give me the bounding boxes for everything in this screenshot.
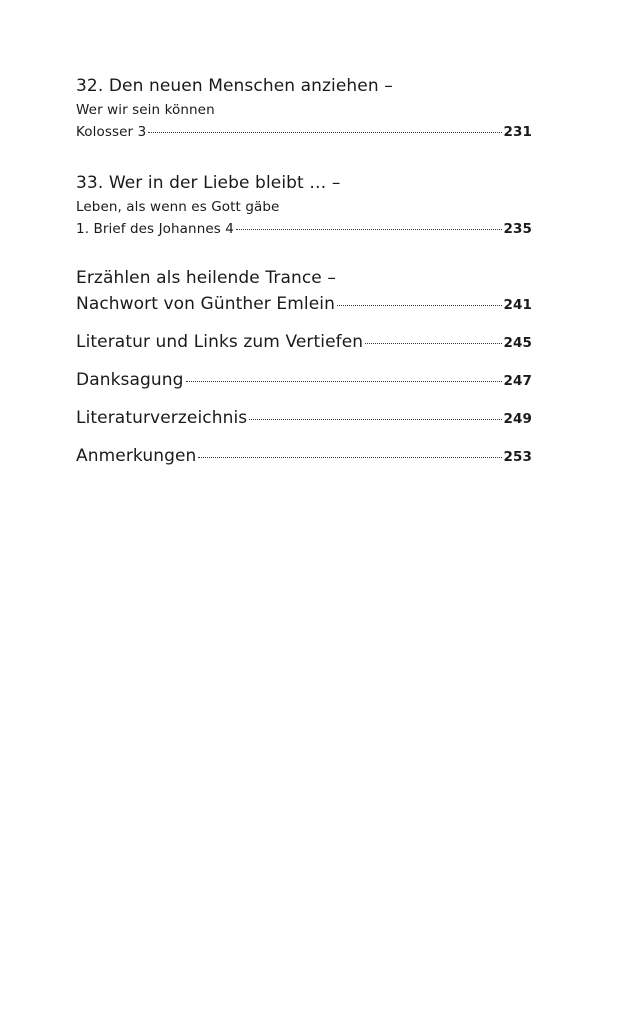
toc-entry-danksagung <box>76 367 532 394</box>
dot-leader <box>236 229 502 230</box>
toc-entry-ref-line <box>76 121 532 143</box>
dot-leader <box>186 381 502 382</box>
dot-leader <box>337 305 502 306</box>
toc-entry-ref: 1. Brief des Johannes 4 <box>76 221 234 237</box>
toc-entry-title: Anmerkungen <box>76 446 197 466</box>
page-number: 247 <box>503 373 532 389</box>
toc-entry-title: Erzählen als heilende Trance – <box>76 268 336 288</box>
toc-entry-literaturverzeichnis <box>76 405 532 432</box>
page-number: 241 <box>503 297 532 313</box>
dot-leader <box>198 457 501 458</box>
dot-leader <box>365 343 501 344</box>
dot-leader <box>249 419 501 420</box>
toc-entry-33 <box>76 170 532 240</box>
toc-entry-ref: Kolosser 3 <box>76 124 147 140</box>
toc-entry-title: 32. Den neuen Menschen anziehen – <box>76 76 393 96</box>
dot-leader <box>148 132 501 133</box>
toc-entry-title: Danksagung <box>76 370 184 390</box>
page-number: 231 <box>503 124 532 140</box>
page-number: 235 <box>503 221 532 237</box>
toc-entry-ref-line <box>76 218 532 240</box>
page-number: 253 <box>503 449 532 465</box>
toc-entry-title: 33. Wer in der Liebe bleibt … – <box>76 173 341 193</box>
toc-entry-literatur <box>76 329 532 356</box>
toc-entry-nachwort <box>76 265 532 318</box>
toc-entry-32 <box>76 73 532 143</box>
toc-entry-subtitle: Wer wir sein können <box>76 102 215 118</box>
toc-entry-anmerkungen <box>76 443 532 470</box>
toc-entry-title-cont: Nachwort von Günther Emlein <box>76 294 335 314</box>
page-number: 249 <box>503 411 532 427</box>
toc-entry-title: Literatur und Links zum Vertiefen <box>76 332 364 352</box>
toc-entry-title: Literaturverzeichnis <box>76 408 248 428</box>
page-number: 245 <box>503 335 532 351</box>
toc-entry-subtitle: Leben, als wenn es Gott gäbe <box>76 199 280 215</box>
toc-entry-title-line <box>76 291 532 318</box>
table-of-contents <box>76 73 532 470</box>
